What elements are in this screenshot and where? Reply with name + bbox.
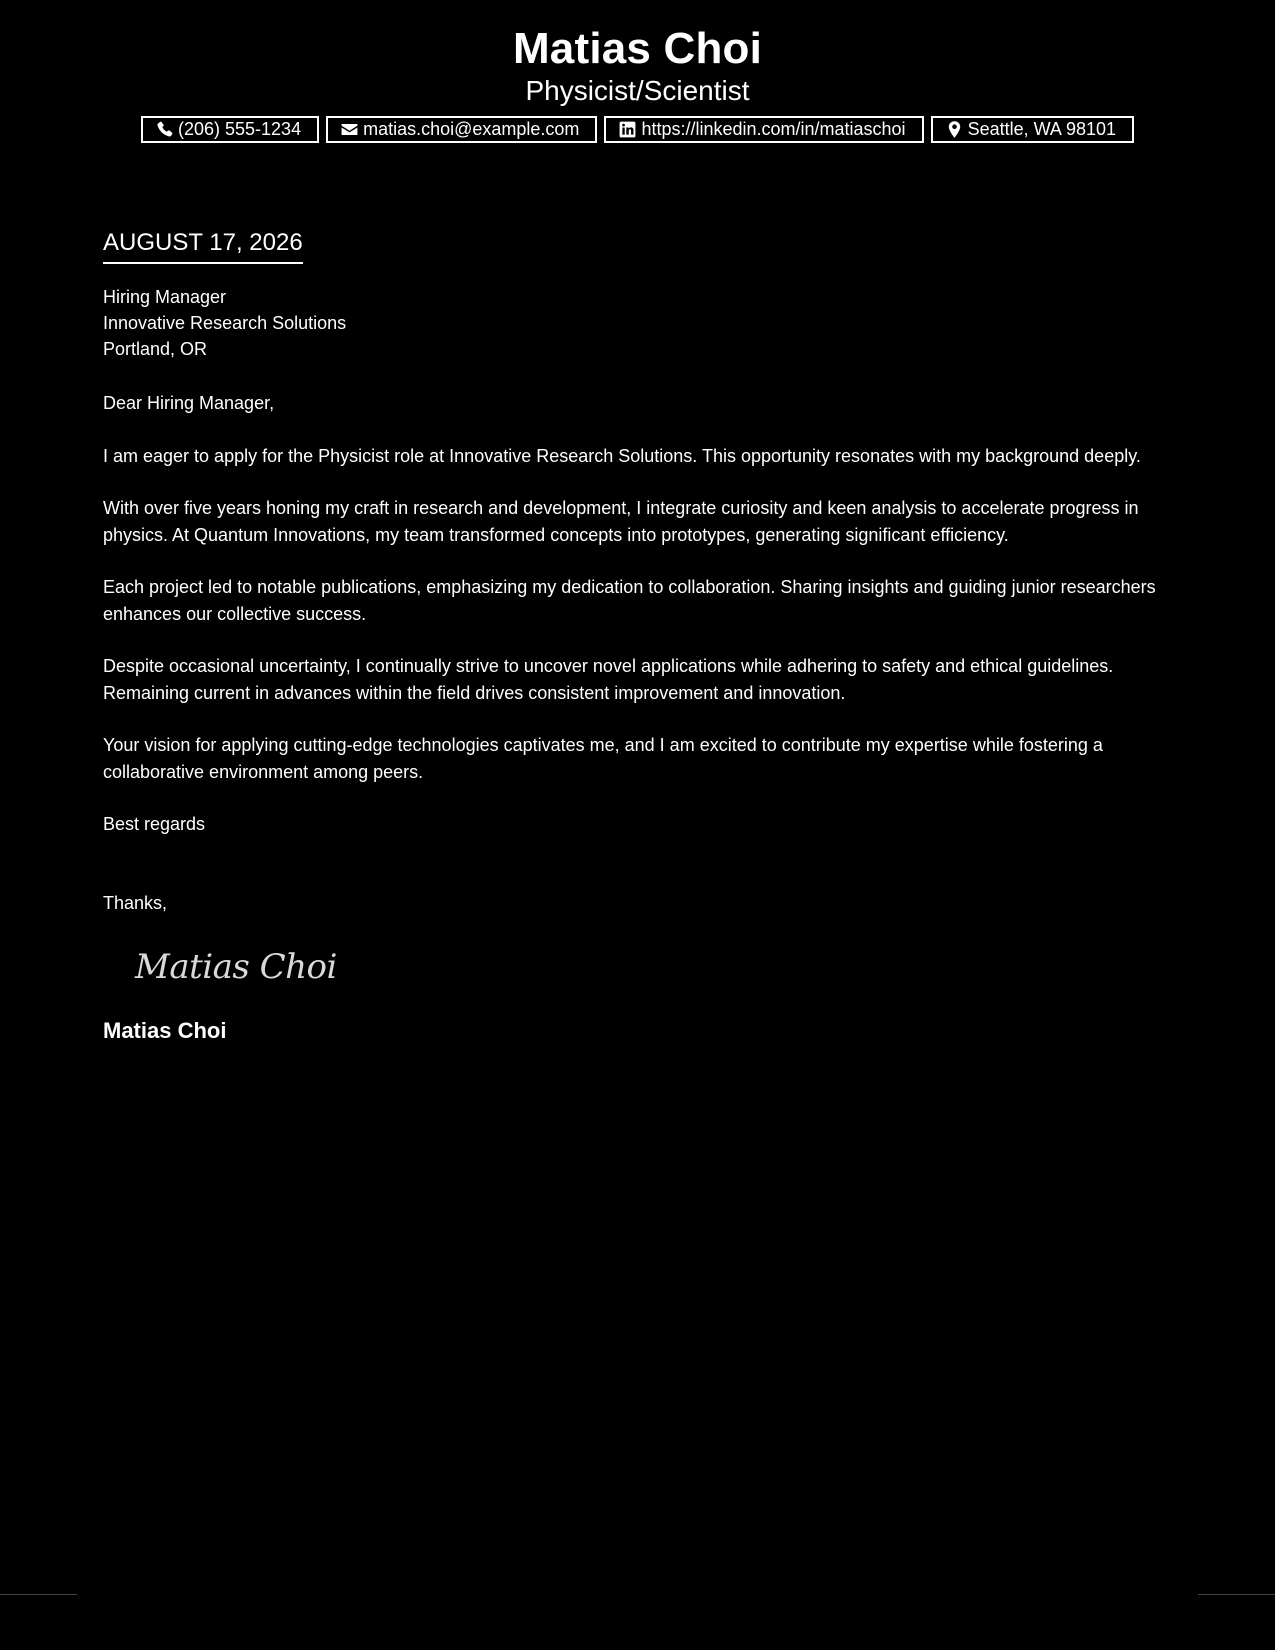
signature-script: Matias Choi bbox=[135, 947, 337, 987]
applicant-title: Physicist/Scientist bbox=[525, 75, 750, 106]
contact-email[interactable] bbox=[326, 116, 597, 143]
contact-phone-text: (206) 555-1234 bbox=[177, 119, 302, 139]
body-paragraph: Despite occasional uncertainty, I continually strive to uncover novel applications while adhering to safety and ethical guidelines. Remaining current in advances within the field drives consistent improvement and innovation. bbox=[103, 656, 1114, 703]
handwritten-signature bbox=[133, 942, 1173, 992]
contact-phone[interactable] bbox=[141, 116, 319, 143]
envelope-icon bbox=[340, 120, 359, 139]
signer-name: Matias Choi bbox=[103, 1018, 227, 1043]
body-paragraph: I am eager to apply for the Physicist role at Innovative Research Solutions. This opportunity resonates with my background deeply. bbox=[103, 445, 1141, 466]
map-pin-icon bbox=[945, 120, 964, 139]
recipient-company: Innovative Research Solutions bbox=[103, 313, 347, 333]
letter-header bbox=[0, 0, 1275, 143]
contact-linkedin[interactable] bbox=[604, 116, 923, 143]
contact-location[interactable] bbox=[931, 116, 1134, 143]
body-paragraph: Each project led to notable publications, emphasizing my dedication to collaboration. Sharing insights and guiding junior researchers enhances our collective success. bbox=[103, 577, 1156, 624]
recipient-name: Hiring Manager bbox=[103, 287, 227, 307]
phone-icon bbox=[155, 120, 174, 139]
salutation: Dear Hiring Manager, bbox=[103, 393, 275, 413]
contact-linkedin-text: https://linkedin.com/in/matiaschoi bbox=[641, 119, 906, 139]
signature-image bbox=[133, 942, 353, 992]
body-paragraph: Your vision for applying cutting-edge technologies captivates me, and I am excited to contribute my expertise while fostering a collaborative environment among peers. bbox=[103, 735, 1103, 782]
contact-location-text: Seattle, WA 98101 bbox=[967, 119, 1116, 139]
letter-body bbox=[103, 228, 1173, 1045]
footer-rule-right bbox=[1198, 1594, 1275, 1595]
recipient-block bbox=[103, 284, 1173, 362]
contact-bar bbox=[0, 116, 1275, 143]
footer-rule-left bbox=[0, 1594, 77, 1595]
letter-date: AUGUST 17, 2026 bbox=[103, 228, 303, 264]
closing-line: Best regards bbox=[103, 814, 206, 834]
contact-email-text: matias.choi@example.com bbox=[363, 119, 580, 139]
recipient-location: Portland, OR bbox=[103, 339, 208, 359]
linkedin-icon bbox=[618, 120, 637, 139]
body-paragraph: With over five years honing my craft in research and development, I integrate curiosity and keen analysis to accelerate progress in physics. At Quantum Innovations, my team transformed concepts into prototypes, generating significant efficiency. bbox=[103, 498, 1139, 545]
applicant-name: Matias Choi bbox=[512, 24, 763, 73]
thanks-line: Thanks, bbox=[103, 892, 168, 913]
